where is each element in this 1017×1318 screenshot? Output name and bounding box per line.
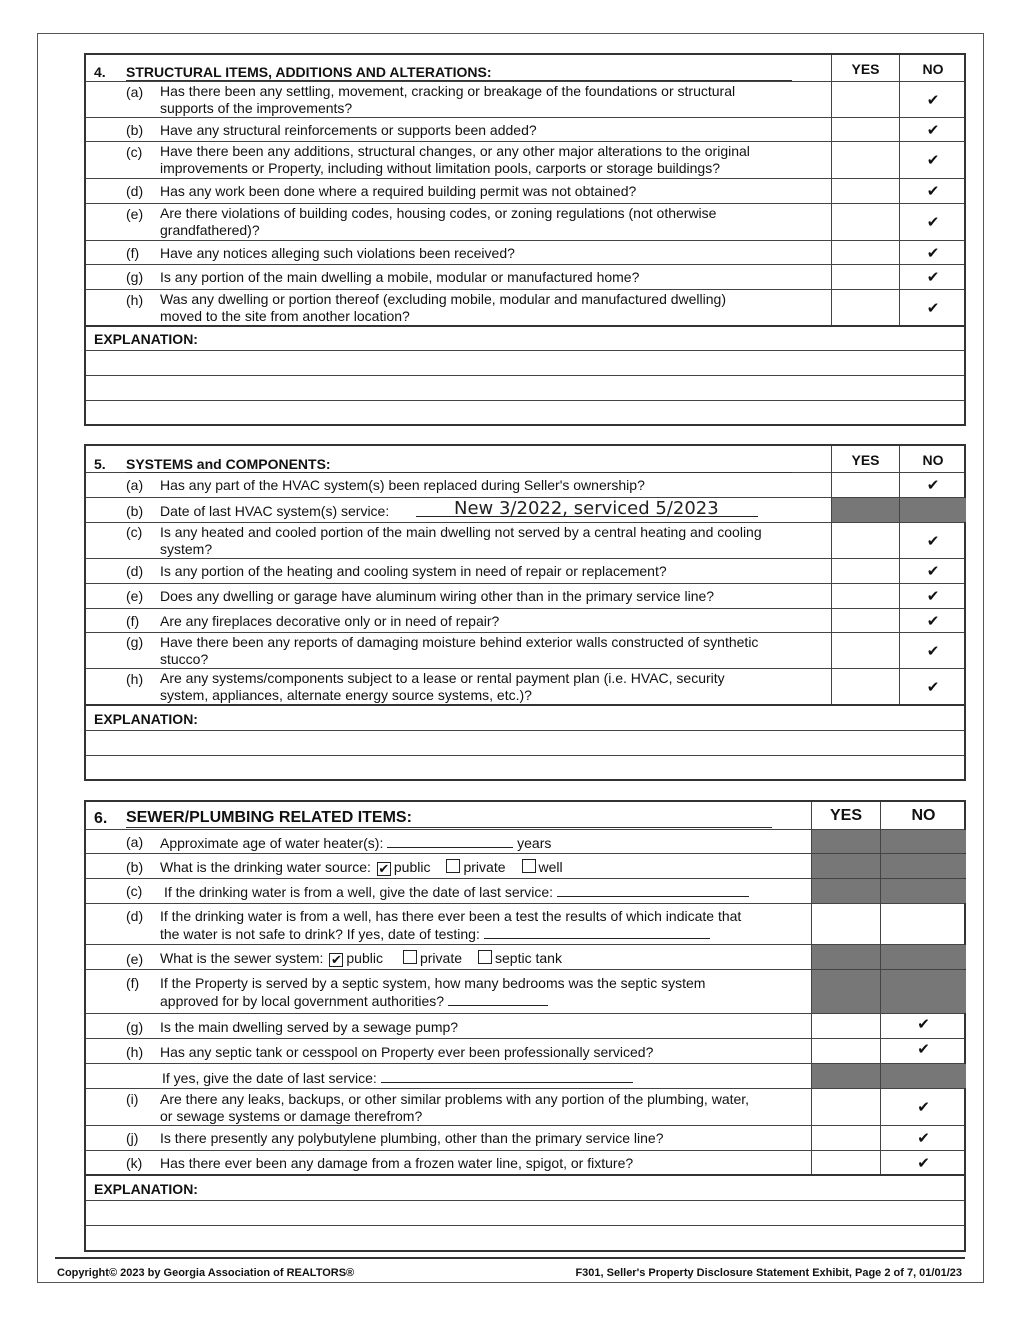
no-cell-shaded [880, 970, 966, 1013]
question-row [86, 204, 964, 241]
yes-cell-shaded [811, 854, 880, 878]
check-icon: ✔ [926, 152, 940, 169]
question-letter: (c) [126, 524, 143, 540]
no-header: NO [922, 452, 944, 468]
no-checkbox[interactable] [899, 523, 966, 558]
check-icon: ✔ [917, 1130, 930, 1147]
question-row [86, 879, 964, 904]
question-letter: (e) [126, 951, 144, 967]
question-letter: (b) [126, 503, 144, 519]
yes-header: YES [851, 61, 880, 77]
explanation-line[interactable] [86, 351, 964, 376]
question-text: If the drinking water is from a well, give the date of last service: [164, 883, 749, 901]
yes-checkbox[interactable] [831, 669, 899, 704]
yes-checkbox[interactable] [831, 204, 899, 240]
explanation-label: EXPLANATION: [94, 331, 198, 347]
question-letter: (e) [126, 588, 144, 604]
no-checkbox[interactable] [899, 559, 966, 583]
yes-checkbox[interactable] [811, 1039, 880, 1063]
question-text: Has any septic tank or cesspool on Property ever been professionally serviced? [160, 1044, 654, 1060]
section-title: SYSTEMS and COMPONENTS: [126, 456, 792, 473]
question-text: Are any fireplaces decorative only or in need of repair? [160, 613, 500, 629]
section-number: 6. [94, 810, 108, 827]
question-text: Are any systems/components subject to a lease or rental payment plan (i.e. HVAC, security system, appliances, alternate energy source systems, etc.)? [160, 670, 725, 703]
yes-checkbox[interactable] [831, 609, 899, 632]
question-letter: (d) [126, 183, 144, 199]
explanation-line[interactable] [86, 401, 964, 424]
explanation-row[interactable] [86, 706, 964, 731]
check-icon: ✔ [926, 477, 940, 494]
septic-bedrooms-field[interactable] [448, 992, 548, 1006]
no-checkbox[interactable] [899, 473, 966, 497]
section-header-row [86, 802, 964, 830]
no-header: NO [922, 61, 944, 77]
yes-checkbox[interactable] [831, 523, 899, 558]
well-service-date-field[interactable] [557, 883, 749, 897]
check-icon: ✔ [926, 588, 940, 605]
no-cell-shaded [880, 854, 966, 878]
no-cell-shaded [880, 830, 966, 853]
question-row [86, 118, 964, 142]
question-text: Have any structural reinforcements or supports been added? [160, 122, 537, 138]
question-row [86, 1064, 964, 1089]
yes-checkbox[interactable] [831, 179, 899, 203]
yes-checkbox[interactable] [831, 142, 899, 178]
question-text: If yes, give the date of last service: [162, 1069, 633, 1087]
question-letter: (h) [126, 671, 144, 687]
question-row [86, 904, 964, 945]
no-checkbox[interactable] [899, 82, 966, 117]
question-row [86, 669, 964, 706]
yes-checkbox[interactable] [811, 904, 880, 944]
no-checkbox[interactable] [880, 1126, 966, 1150]
no-checkbox[interactable] [899, 265, 966, 289]
question-row [86, 854, 964, 879]
question-text: What is the sewer system: ✔ public private septic tank [160, 950, 562, 967]
question-letter: (j) [126, 1130, 139, 1146]
question-row [86, 970, 964, 1014]
question-text: Approximate age of water heater(s): years [160, 835, 552, 851]
question-row [86, 241, 964, 265]
section-5-systems [84, 444, 966, 781]
no-cell-shaded [899, 498, 966, 522]
question-text: Was any dwelling or portion thereof (excluding mobile, modular and manufactured dwelling) moved to the site from another location? [160, 291, 727, 324]
section-header-row [86, 446, 964, 473]
checkbox-public-sewer[interactable]: ✔ [330, 952, 342, 967]
question-letter: (d) [126, 908, 144, 924]
yes-header: YES [851, 452, 880, 468]
yes-checkbox[interactable] [811, 1014, 880, 1038]
check-icon: ✔ [926, 612, 940, 630]
footer-copyright: Copyright© 2023 by Georgia Association of REALTORS® [57, 1267, 355, 1279]
explanation-line[interactable] [86, 756, 964, 779]
checkbox-septic-tank[interactable] [478, 950, 492, 964]
checkbox-private-water[interactable] [446, 859, 460, 873]
explanation-line[interactable] [86, 731, 964, 756]
check-icon: ✔ [926, 642, 940, 660]
question-row [86, 1089, 964, 1126]
question-text: What is the drinking water source: ✔ public private well [160, 859, 563, 876]
question-row [86, 179, 964, 204]
check-icon: ✔ [926, 244, 940, 262]
question-row [86, 290, 964, 327]
yes-cell-shaded [811, 945, 880, 969]
question-row [86, 498, 964, 523]
check-icon: ✔ [926, 678, 940, 696]
yes-header: YES [829, 807, 862, 824]
check-icon: ✔ [926, 299, 940, 317]
question-row [86, 523, 964, 559]
question-text: Is the main dwelling served by a sewage pump? [160, 1019, 459, 1035]
no-cell-shaded [880, 879, 966, 903]
no-checkbox[interactable] [899, 633, 966, 668]
footer-rule [55, 1257, 965, 1259]
no-checkbox[interactable] [880, 904, 966, 944]
check-icon: ✔ [926, 269, 940, 286]
question-letter: (c) [126, 883, 143, 899]
question-text: Is any portion of the main dwelling a mobile, modular or manufactured home? [160, 269, 640, 285]
yes-checkbox[interactable] [831, 559, 899, 583]
section-6-sewer-plumbing [84, 800, 966, 1252]
yes-checkbox[interactable] [831, 290, 899, 325]
question-text: Is any heated and cooled portion of the main dwelling not served by a central heating and cooling system? [160, 524, 762, 557]
yes-checkbox[interactable] [811, 1126, 880, 1150]
check-icon: ✔ [917, 1041, 930, 1058]
question-text: Are there any leaks, backups, or other similar problems with any portion of the plumbing, water, or sewage systems or damage therefrom? [160, 1091, 750, 1124]
question-letter: (g) [126, 1019, 144, 1035]
section-number: 4. [94, 64, 106, 80]
no-header: NO [911, 807, 936, 824]
explanation-row[interactable] [86, 327, 964, 351]
septic-service-date-field[interactable] [381, 1069, 633, 1083]
question-text: Has any part of the HVAC system(s) been replaced during Seller's ownership? [160, 477, 645, 493]
question-row [86, 945, 964, 970]
no-checkbox[interactable] [880, 1014, 966, 1038]
question-row [86, 1039, 964, 1064]
well-test-date-field[interactable] [484, 925, 710, 939]
question-row [86, 584, 964, 609]
question-text: Have there been any additions, structural changes, or any other major alterations to the original improvements or Property, including without limitation pools, carports or storage buildings? [160, 143, 750, 176]
check-icon: ✔ [926, 91, 940, 109]
no-checkbox[interactable] [899, 584, 966, 608]
explanation-line[interactable] [86, 1226, 964, 1250]
question-text: Have any notices alleging such violations been received? [160, 245, 515, 261]
question-text: Is there presently any polybutylene plumbing, other than the primary service line? [160, 1130, 664, 1146]
check-icon: ✔ [917, 1099, 930, 1116]
question-text: If the Property is served by a septic system, how many bedrooms was the septic system approved for by local government authorities? [160, 975, 706, 1009]
question-text: Date of last HVAC system(s) service: [160, 503, 390, 519]
question-text: Are there violations of building codes, housing codes, or zoning regulations (not otherwise grandfathered)? [160, 205, 717, 238]
question-letter: (i) [126, 1091, 139, 1107]
no-checkbox[interactable] [880, 1089, 966, 1125]
no-checkbox[interactable] [880, 1151, 966, 1174]
question-letter: (b) [126, 859, 144, 875]
yes-checkbox[interactable] [811, 1089, 880, 1125]
question-text: Have there been any reports of damaging moisture behind exterior walls constructed of synthetic stucco? [160, 634, 759, 667]
explanation-row[interactable] [86, 1176, 964, 1201]
question-row [86, 1014, 964, 1039]
explanation-label: EXPLANATION: [94, 711, 198, 727]
check-icon: ✔ [917, 1154, 930, 1172]
section-number: 5. [94, 456, 106, 472]
section-4-structural [84, 53, 966, 426]
question-row [86, 1126, 964, 1151]
question-letter: (e) [126, 206, 144, 222]
question-letter: (a) [126, 834, 144, 850]
question-text: Has any work been done where a required building permit was not obtained? [160, 183, 637, 199]
yes-cell-shaded [831, 498, 899, 522]
question-row [86, 1151, 964, 1176]
question-letter: (g) [126, 269, 144, 285]
question-letter: (c) [126, 144, 143, 160]
no-checkbox[interactable] [899, 241, 966, 264]
explanation-line[interactable] [86, 376, 964, 401]
yes-checkbox[interactable] [831, 82, 899, 117]
checkbox-well-water[interactable] [522, 859, 536, 873]
question-row [86, 609, 964, 633]
no-checkbox[interactable] [899, 179, 966, 203]
yes-checkbox[interactable] [831, 633, 899, 668]
question-text: If the drinking water is from a well, has there ever been a test the results of which indicate that the water is not safe to drink? If yes, date of testing: [160, 908, 742, 942]
question-letter: (h) [126, 1044, 144, 1060]
check-icon: ✔ [926, 563, 940, 580]
yes-checkbox[interactable] [831, 265, 899, 289]
section-header-row [86, 55, 964, 82]
check-icon: ✔ [926, 532, 940, 550]
question-letter: (f) [126, 245, 140, 261]
yes-cell-shaded [811, 830, 880, 853]
question-text: Has there ever been any damage from a frozen water line, spigot, or fixture? [160, 1155, 634, 1171]
question-letter: (f) [126, 613, 140, 629]
footer-form-id: F301, Seller's Property Disclosure Statement Exhibit, Page 2 of 7, 01/01/23 [575, 1267, 962, 1279]
explanation-line[interactable] [86, 1201, 964, 1226]
section-title: SEWER/PLUMBING RELATED ITEMS: [126, 809, 772, 828]
no-checkbox[interactable] [899, 142, 966, 178]
yes-checkbox[interactable] [831, 473, 899, 497]
question-letter: (d) [126, 563, 144, 579]
yes-cell-shaded [811, 1064, 880, 1088]
no-checkbox[interactable] [899, 669, 966, 704]
question-row [86, 142, 964, 179]
yes-checkbox[interactable] [831, 584, 899, 608]
question-letter: (f) [126, 975, 140, 991]
explanation-label: EXPLANATION: [94, 1181, 198, 1197]
yes-checkbox[interactable] [831, 118, 899, 141]
question-letter: (a) [126, 84, 144, 100]
check-icon: ✔ [926, 121, 940, 139]
question-text: Is any portion of the heating and cooling system in need of repair or replacement? [160, 563, 667, 579]
checkbox-public-water[interactable]: ✔ [378, 861, 390, 876]
check-icon: ✔ [926, 183, 940, 200]
question-row [86, 559, 964, 584]
question-letter: (a) [126, 477, 144, 493]
yes-checkbox[interactable] [831, 241, 899, 264]
question-row [86, 82, 964, 118]
no-cell-shaded [880, 945, 966, 969]
water-heater-age-field[interactable] [387, 834, 513, 848]
section-title: STRUCTURAL ITEMS, ADDITIONS AND ALTERATIONS: [126, 64, 792, 81]
yes-cell-shaded [811, 879, 880, 903]
question-letter: (h) [126, 292, 144, 308]
question-text: Has there been any settling, movement, cracking or breakage of the foundations or structural supports of the improvements? [160, 83, 736, 116]
no-checkbox[interactable] [899, 118, 966, 141]
no-cell-shaded [880, 1064, 966, 1088]
question-row [86, 633, 964, 669]
question-letter: (b) [126, 122, 144, 138]
check-icon: ✔ [926, 214, 940, 231]
question-row [86, 265, 964, 290]
question-text: Does any dwelling or garage have aluminum wiring other than in the primary service line? [160, 588, 715, 604]
no-checkbox[interactable] [899, 609, 966, 632]
check-icon: ✔ [917, 1016, 930, 1033]
checkbox-private-sewer[interactable] [403, 950, 417, 964]
question-letter: (k) [126, 1155, 143, 1171]
yes-checkbox[interactable] [811, 1151, 880, 1174]
yes-cell-shaded [811, 970, 880, 1013]
no-checkbox[interactable] [899, 290, 966, 325]
question-letter: (g) [126, 634, 144, 650]
no-checkbox[interactable] [880, 1039, 966, 1063]
no-checkbox[interactable] [899, 204, 966, 240]
question-row [86, 830, 964, 854]
question-row [86, 473, 964, 498]
hvac-service-date-value: New 3/2022, serviced 5/2023 [454, 498, 719, 519]
